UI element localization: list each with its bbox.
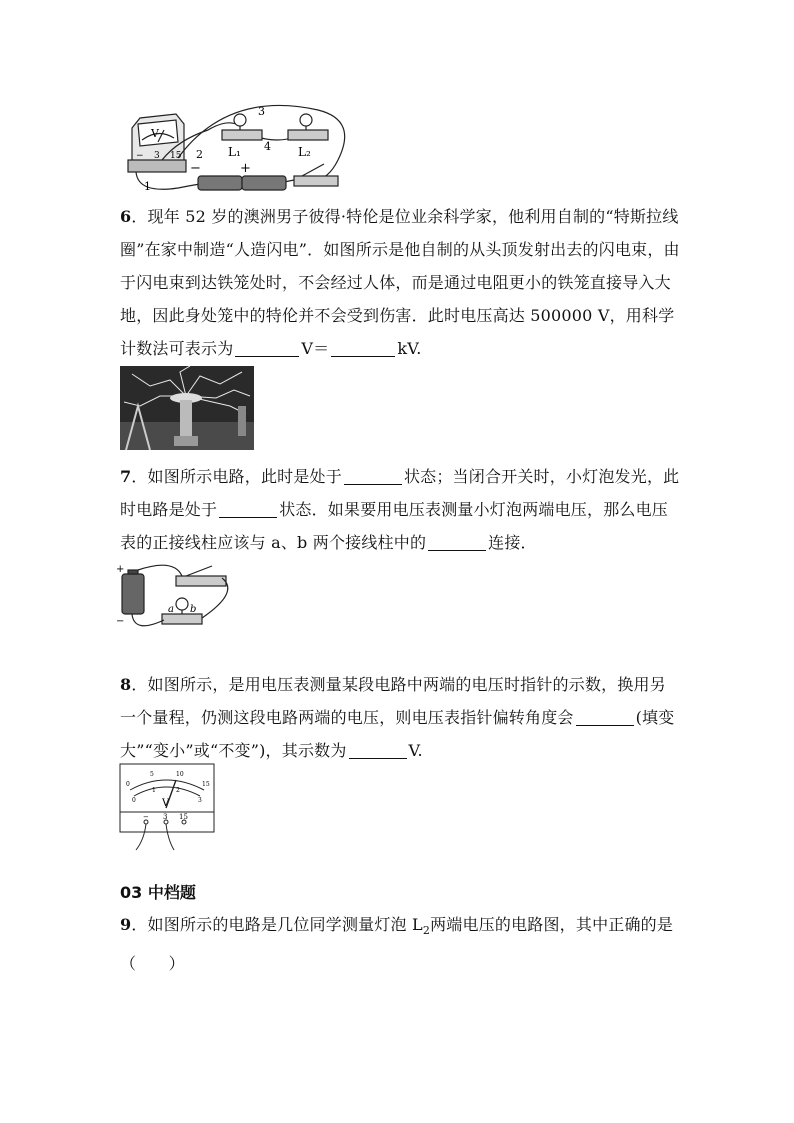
q8-lower-1: 1: [152, 787, 156, 794]
question-6-text-3: kV.: [397, 339, 422, 358]
fig1-battery-pos: +: [240, 161, 251, 176]
question-6-text-1: ．现年 52 岁的澳洲男子彼得·特伦是位业余科学家，他利用自制的“特斯拉线圈”在家中制造“人造闪电”．如图所示是他自制的从头顶发射出去的闪电束，由于闪电束到达铁笼处时，不会经过人体，而是通过电阻更小的铁笼直接导入大地，因此身处笼中的特伦并不会受到伤害．此时电压高达 500000 V，用科学计数法可表示为: [120, 207, 680, 358]
question-6: [120, 200, 680, 365]
question-6-blank-1[interactable]: [235, 340, 299, 357]
question-7-text-4: 连接．: [488, 533, 537, 552]
section-heading: 03 中档题: [120, 883, 196, 902]
fig1-wire-label-2: 2: [196, 148, 203, 161]
question-7-number: 7: [120, 467, 132, 486]
fig1-meter-letter: V: [151, 127, 159, 140]
fig1-wire-label-1: 1: [144, 180, 151, 193]
q7-fig-a: a: [168, 604, 174, 615]
question-6-number: 6: [120, 207, 132, 226]
question-7: [120, 460, 680, 559]
question-9-text-1: ．如图所示的电路是几位同学测量灯泡 L: [131, 915, 423, 934]
q8-lower-3: 3: [198, 797, 202, 804]
question-7-blank-2[interactable]: [219, 501, 277, 518]
question-8-blank-1[interactable]: [576, 709, 634, 726]
q8-terminal-neg: −: [143, 813, 149, 821]
question-8-text-3: V.: [408, 741, 423, 760]
question-9-answer-paren[interactable]: （ ）: [120, 954, 185, 974]
question-7-blank-3[interactable]: [428, 534, 486, 551]
question-8-text-2: (填变大”“变小”或“不变”)，其示数为: [120, 708, 675, 760]
voltmeter-circuit-figure: [118, 100, 358, 196]
question-9: [120, 908, 680, 980]
q8-lower-2: 2: [176, 787, 180, 794]
question-6-blank-2[interactable]: [331, 340, 395, 357]
fig1-wire-label-3: 3: [258, 105, 265, 118]
question-8-text-1: ．如图所示，是用电压表测量某段电路中两端的电压时指针的示数，换用另一个量程，仍测这段电路两端的电压，则电压表指针偏转角度会: [120, 675, 666, 727]
fig1-terminal-15: 15: [170, 151, 182, 161]
battery-switch-bulb-figure: [114, 562, 244, 640]
q8-meter-letter: V: [162, 798, 170, 809]
question-8-blank-2[interactable]: [349, 742, 407, 759]
question-9-number: 9: [120, 915, 132, 934]
q7-fig-plus: +: [116, 564, 125, 575]
q8-terminal-15: 15: [179, 813, 188, 821]
question-9-text-2: 两端电压的电路图，其中正确的是: [430, 915, 674, 934]
fig1-bulb-label-l2: L₂: [298, 145, 311, 159]
fig1-wire-label-4: 4: [264, 140, 271, 153]
q7-fig-b: b: [190, 604, 197, 615]
question-7-blank-1[interactable]: [344, 468, 402, 485]
q8-upper-10: 10: [176, 771, 184, 778]
question-6-text-2: V＝: [301, 339, 330, 358]
tesla-coil-photo: [120, 366, 254, 450]
fig1-terminal-neg: −: [136, 151, 144, 161]
q8-terminal-3: 3: [163, 813, 168, 821]
question-7-text-2: 状态；当闭合开关时，小灯泡发光，此时电路是处于: [120, 467, 680, 519]
fig1-battery-neg: −: [190, 161, 201, 176]
q8-upper-5: 5: [150, 771, 154, 778]
voltmeter-dial-figure: [118, 762, 218, 852]
question-8: [120, 668, 680, 767]
q7-fig-minus: −: [116, 616, 125, 627]
q8-lower-0: 0: [132, 797, 136, 804]
question-7-text-1: ．如图所示电路，此时是处于: [131, 467, 342, 486]
q8-upper-0: 0: [126, 781, 130, 788]
question-9-subscript: 2: [422, 924, 431, 938]
question-7-text-3: 状态．如果要用电压表测量小灯泡两端电压，那么电压表的正接线柱应该与 a、b 两个接线柱中的: [120, 500, 669, 552]
q8-upper-15: 15: [202, 781, 210, 788]
fig1-terminal-3: 3: [154, 151, 160, 161]
fig1-bulb-label-l1: L₁: [228, 145, 241, 159]
question-8-number: 8: [120, 675, 132, 694]
